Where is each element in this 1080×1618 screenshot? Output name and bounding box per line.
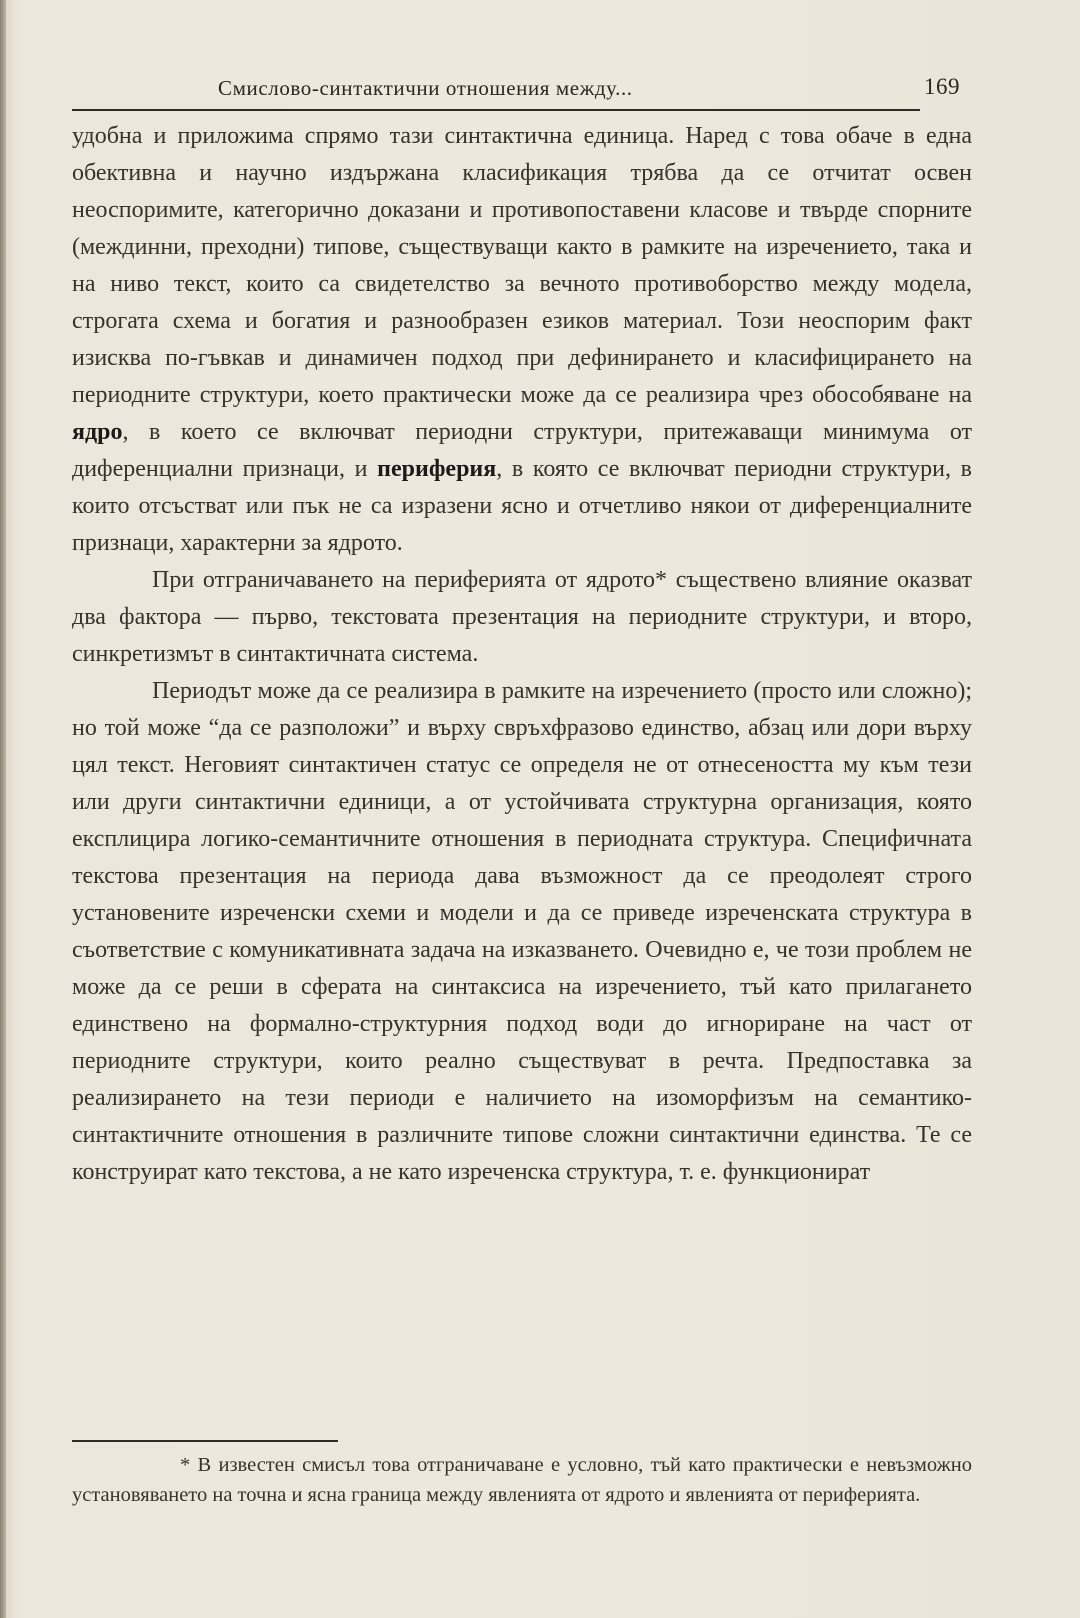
paragraph-3: Периодът може да се реализира в рамките на изречението (просто или сложно); но той може “да се разположи” и върху свръхфразово единство, абзац или дори върху цял текст. Неговият синтактичен статус се определя не от отнесеността му към тези или други синтактични единици, а от устойчивата структурна организация, която експлицира логико-семантичните отношения в периодната структура. Специфичната текстова презентация на периода дава възможност да се преодолеят строго установените изреченски схеми и модели и да се приведе изреченската структура в съответствие с комуникативната задача на изказването. Очевидно е, че този проблем не може да се реши в сферата на синтаксиса на изречението, тъй като прилагането единствено на формално-структурния подход води до игнориране на част от периодните структури, които реално съществуват в речта. Предпоставка за реализирането на тези периоди е наличието на изоморфизъм на семантико-синтактичните отношения в различните типове сложни синтактични единства. Те се конструират като текстова, а не като изреченска структура, т. е. функционират (72, 678, 972, 1185)
running-title: Смислово-синтактични отношения между... (218, 76, 633, 100)
term-periphery: периферия (377, 456, 497, 482)
footnote-rule (72, 1440, 338, 1442)
paragraph-1 (72, 118, 972, 562)
header-rule (72, 109, 920, 111)
footnote-text: * В известен смисъл това отграничаване е условно, тъй като практически е невъзможно установяването на точна и ясна граница между явленията от ядрото и явленията от периферията. (72, 1454, 972, 1506)
book-spine-shadow (0, 0, 6, 1618)
page-number: 169 (924, 74, 960, 99)
paragraph-1-text-a: удобна и приложима спрямо тази синтактична единица. Наред с това обаче в една обективна и научно издържана класификация трябва да се отчитат освен неоспоримите, категорично доказани и противопоставени класове и твърде спорните (междинни, преходни) типове, съществуващи както в рамките на изречението, така и на ниво текст, които са свидетелство за вечното противоборство между модела, строгата схема и богатия и разнообразен езиков материал. Този неоспорим факт изисква по-гъвкав и динамичен подход при дефинирането и класифицирането на периодните структури, което практически може да се реализира чрез обособяване на (72, 123, 972, 408)
paragraph-1-text-c: , в която се включват периодни структури, в които отсъстват или пък не са изразени ясно и отчетливо някои от диференциалните признаци, характерни за ядрото. (72, 456, 972, 556)
paragraph-2: При отграничаването на периферията от ядрото* съществено влияние оказват два фактора — първо, текстовата презентация на периодните структури, и второ, синкретизмът в синтактичната система. (72, 567, 972, 667)
footnote (72, 1450, 972, 1510)
running-header (72, 76, 970, 110)
term-core: ядро (72, 419, 123, 445)
main-text (72, 118, 972, 1191)
paragraph-1-text-b: , в което се включват периодни структури, притежаващи минимума от диференциални признаци, и (72, 419, 972, 482)
